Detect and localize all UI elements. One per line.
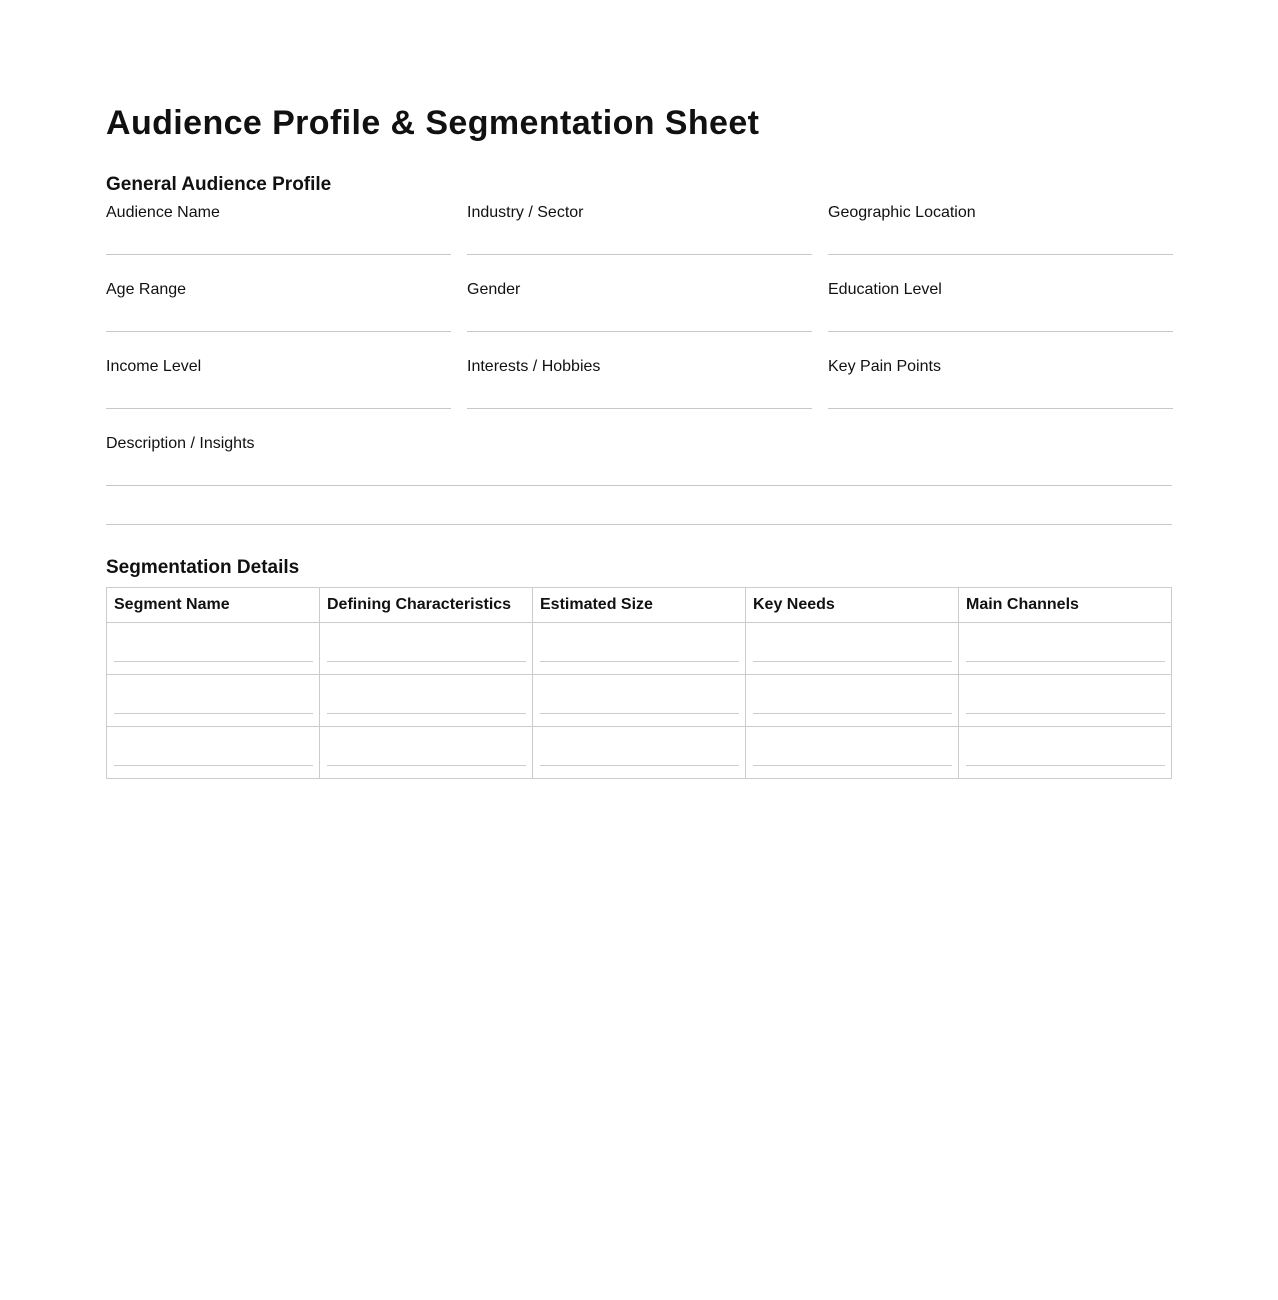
field-label: Audience Name [106, 204, 220, 221]
description-line-2[interactable] [106, 524, 1172, 525]
cell-underline [966, 713, 1165, 714]
segmentation-heading: Segmentation Details [106, 557, 300, 578]
field-income-level [106, 356, 451, 433]
industry-sector-input[interactable] [467, 224, 812, 254]
table-cell[interactable] [746, 623, 959, 675]
interests-hobbies-input[interactable] [467, 378, 812, 408]
table-cell[interactable] [746, 675, 959, 727]
field-education-level [828, 279, 1173, 356]
field-age-range [106, 279, 451, 356]
income-level-input[interactable] [106, 378, 451, 408]
description-line-1[interactable] [106, 485, 1172, 486]
cell-underline [540, 765, 739, 766]
table-cell[interactable] [533, 727, 746, 779]
field-underline [106, 254, 451, 255]
field-label: Gender [467, 281, 521, 298]
column-header-segment-name: Segment Name [107, 588, 320, 623]
cell-underline [327, 713, 526, 714]
gender-input[interactable] [467, 301, 812, 331]
field-underline [828, 408, 1173, 409]
general-profile-heading: General Audience Profile [106, 174, 332, 195]
column-header-estimated-size: Estimated Size [533, 588, 746, 623]
table-cell[interactable] [320, 623, 533, 675]
cell-underline [753, 661, 952, 662]
cell-underline [540, 713, 739, 714]
audience-name-input[interactable] [106, 224, 451, 254]
cell-underline [966, 765, 1165, 766]
field-audience-name [106, 202, 451, 279]
segmentation-table [106, 587, 1172, 779]
field-label: Industry / Sector [467, 204, 584, 221]
field-label: Income Level [106, 358, 202, 375]
field-underline [828, 331, 1173, 332]
table-row [107, 623, 1172, 675]
table-cell[interactable] [959, 675, 1172, 727]
cell-underline [114, 713, 313, 714]
cell-underline [753, 713, 952, 714]
field-underline [467, 331, 812, 332]
general-profile-fields [106, 202, 1172, 433]
key-pain-points-input[interactable] [828, 378, 1173, 408]
field-label: Geographic Location [828, 204, 976, 221]
table-cell[interactable] [746, 727, 959, 779]
field-label: Age Range [106, 281, 187, 298]
field-interests-hobbies [467, 356, 812, 433]
table-cell[interactable] [107, 623, 320, 675]
column-header-main-channels: Main Channels [959, 588, 1172, 623]
table-cell[interactable] [320, 727, 533, 779]
cell-underline [540, 661, 739, 662]
field-label: Interests / Hobbies [467, 358, 601, 375]
table-cell[interactable] [320, 675, 533, 727]
field-underline [467, 408, 812, 409]
cell-underline [966, 661, 1165, 662]
cell-underline [114, 661, 313, 662]
table-row [107, 675, 1172, 727]
column-header-key-needs: Key Needs [746, 588, 959, 623]
table-row [107, 727, 1172, 779]
cell-underline [327, 765, 526, 766]
table-cell[interactable] [959, 623, 1172, 675]
table-cell[interactable] [959, 727, 1172, 779]
cell-underline [753, 765, 952, 766]
field-key-pain-points [828, 356, 1173, 433]
cell-underline [327, 661, 526, 662]
geographic-location-input[interactable] [828, 224, 1173, 254]
field-underline [106, 331, 451, 332]
table-cell[interactable] [107, 675, 320, 727]
field-label: Education Level [828, 281, 942, 298]
table-cell[interactable] [533, 623, 746, 675]
table-cell[interactable] [533, 675, 746, 727]
column-header-defining-characteristics: Defining Characteristics [320, 588, 533, 623]
field-gender [467, 279, 812, 356]
table-header-row [107, 588, 1172, 623]
field-industry-sector [467, 202, 812, 279]
page-title: Audience Profile & Segmentation Sheet [106, 104, 760, 142]
field-underline [828, 254, 1173, 255]
cell-underline [114, 765, 313, 766]
field-geographic-location [828, 202, 1173, 279]
field-description-insights [106, 433, 1172, 525]
field-underline [106, 408, 451, 409]
field-label: Key Pain Points [828, 358, 941, 375]
field-label: Description / Insights [106, 435, 255, 452]
field-underline [467, 254, 812, 255]
age-range-input[interactable] [106, 301, 451, 331]
education-level-input[interactable] [828, 301, 1173, 331]
table-cell[interactable] [107, 727, 320, 779]
